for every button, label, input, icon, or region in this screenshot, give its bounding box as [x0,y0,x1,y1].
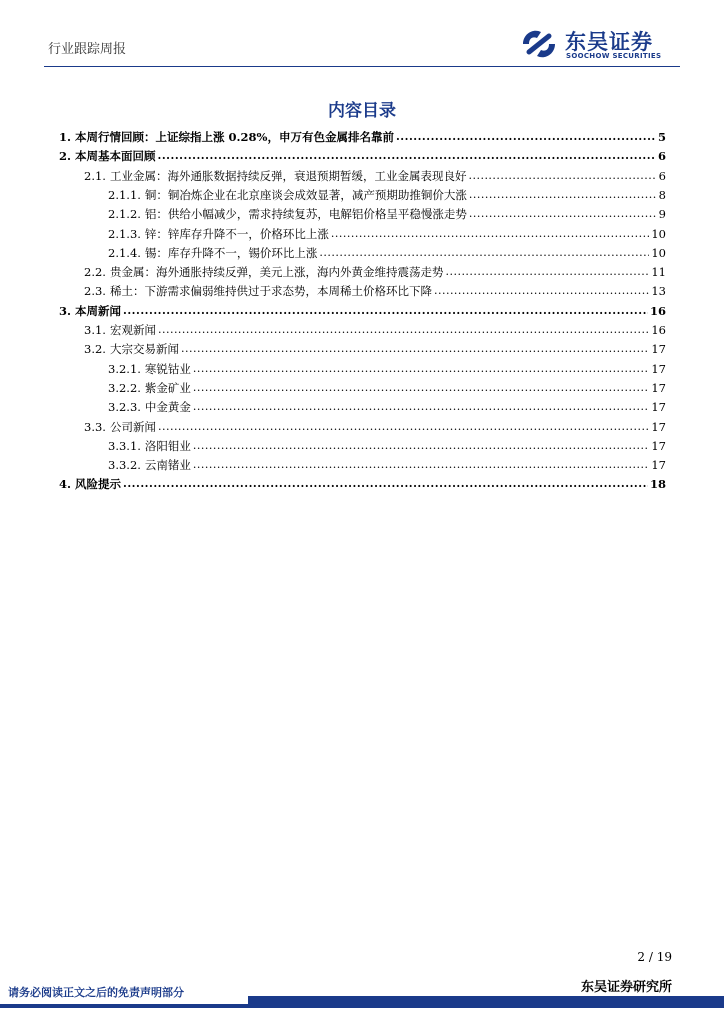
toc-leader-dots [158,419,649,435]
toc-entry-label: 贵金属：海外通胀持续反弹，美元上涨，海内外黄金维持震荡走势 [109,265,444,280]
toc-entry-page: 6 [657,149,666,164]
toc-leader-dots [396,129,656,145]
toc-entry-page: 13 [651,284,666,299]
toc-entry-page: 17 [651,400,666,415]
toc-entry[interactable] [108,436,666,454]
company-logo [519,26,679,62]
toc-entry-page: 17 [651,419,666,434]
toc-leader-dots [468,168,656,184]
toc-entry[interactable] [84,339,666,357]
toc-entry-number: 3.2. [84,342,106,357]
toc-entry[interactable] [84,166,666,184]
toc-entry-label: 本周新闻 [75,303,122,318]
toc-entry-number: 3.3. [84,419,106,434]
footer-tail [0,1008,724,1024]
toc-entry-number: 3.2.1. [108,361,141,376]
toc-entry-label: 紫金矿业 [144,380,191,395]
toc-leader-dots [123,476,648,492]
toc-entry[interactable] [108,359,666,377]
toc-leader-dots [469,206,657,222]
toc-entry[interactable] [108,378,666,396]
toc-entry-number: 3.2.2. [108,380,141,395]
toc-entry-page: 5 [657,130,666,144]
toc-entry-label: 工业金属：海外通胀数据持续反弹，衰退预期暂缓，工业金属表现良好 [109,168,467,183]
toc-entry[interactable] [59,146,666,164]
toc-entry[interactable] [59,127,666,145]
logo-english-name: SOOCHOW SECURITIES [566,52,662,60]
header-divider [44,66,680,67]
toc-entry-page: 11 [651,265,666,280]
toc-entry-number: 3.3.2. [108,458,141,473]
report-type-label: 行业跟踪周报 [48,42,127,57]
toc-entry-page: 17 [651,342,666,357]
toc-entry-page: 17 [651,361,666,376]
toc-leader-dots [158,148,656,164]
toc-entry-page: 9 [658,207,666,222]
toc-leader-dots [331,226,649,242]
toc-entry-page: 6 [658,168,666,183]
toc-entry-label: 锡：库存升降不一，锡价环比上涨 [144,245,318,260]
toc-leader-dots [434,283,649,299]
toc-entry-page: 16 [651,323,666,337]
toc-entry-number: 2.1.3. [108,226,141,241]
toc-title: 内容目录 [328,101,396,121]
toc-entry-label: 铜：铜冶炼企业在北京座谈会成效显著，减产预期助推铜价大涨 [144,187,467,202]
toc-entry-label: 云南锗业 [144,458,191,473]
toc-leader-dots [193,438,649,454]
footer-org-name: 东吴证券研究所 [580,980,672,995]
toc-entry[interactable] [108,204,666,222]
toc-entry-number: 3. [59,303,72,318]
footer-disclaimer: 请务必阅读正文之后的免责声明部分 [8,986,184,999]
toc-entry-label: 本周基本面回顾 [75,149,156,164]
toc-entry-page: 17 [651,438,666,453]
toc-entry-page: 10 [651,245,666,260]
toc-entry-label: 锌：锌库存升降不一，价格环比上涨 [144,226,329,241]
toc-leader-dots [193,361,649,377]
toc-entry-number: 3.1. [84,323,106,337]
toc-entry-label: 公司新闻 [109,419,156,434]
toc-entry-number: 3.2.3. [108,400,141,415]
toc-entry-label: 宏观新闻 [109,323,156,337]
page-indicator: 2 / 19 [637,950,672,964]
toc-entry[interactable] [108,224,666,242]
toc-leader-dots [193,380,649,396]
toc-entry-label: 本周行情回顾：上证综指上涨 0.28%，申万有色金属排名靠前 [75,130,394,144]
toc-entry-number: 3.3.1. [108,438,141,453]
toc-entry-label: 风险提示 [75,477,122,492]
toc-entry[interactable] [108,243,666,261]
toc-entry-label: 大宗交易新闻 [109,342,179,357]
toc-entry[interactable] [84,320,666,338]
toc-entry-number: 2.1.4. [108,245,141,260]
toc-entry[interactable] [108,185,666,203]
toc-entry-label: 洛阳钼业 [144,438,191,453]
toc-entry-number: 2.3. [84,284,106,299]
toc-entry[interactable] [84,417,666,435]
soochow-logo-icon [519,26,559,62]
toc-entry[interactable] [84,262,666,280]
toc-entry[interactable] [59,301,666,319]
toc-leader-dots [123,303,648,319]
toc-entry-label: 中金黄金 [144,400,191,415]
toc-leader-dots [469,187,657,203]
toc-entry[interactable] [108,455,666,473]
toc-entry-label: 寒锐钴业 [144,361,191,376]
toc-leader-dots [445,264,649,280]
toc-entry-page: 10 [651,226,666,241]
toc-entry-page: 18 [649,477,666,492]
toc-entry-page: 16 [649,303,666,318]
toc-leader-dots [158,322,649,338]
toc-entry-number: 2.2. [84,265,106,280]
toc-entry[interactable] [59,474,666,492]
toc-leader-dots [193,399,649,415]
toc-leader-dots [319,245,649,261]
toc-entry[interactable] [84,281,666,299]
logo-chinese-name: 东吴证券 [565,30,653,54]
toc-entry-page: 8 [658,187,666,202]
toc-entry-label: 铝：供给小幅减少，需求持续复苏，电解铝价格呈平稳慢涨走势 [144,207,467,222]
toc-leader-dots [181,341,649,357]
toc-entry-number: 4. [59,477,72,492]
toc-entry[interactable] [108,397,666,415]
toc-entry-number: 2.1.2. [108,207,141,222]
toc-entry-label: 稀土：下游需求偏弱维持供过于求态势，本周稀土价格环比下降 [109,284,432,299]
toc-entry-number: 2. [59,149,72,164]
toc-entry-number: 2.1.1. [108,187,141,202]
toc-entry-number: 1. [59,130,72,144]
toc-entry-page: 17 [651,458,666,473]
toc-entry-number: 2.1. [84,168,106,183]
toc-leader-dots [193,457,649,473]
toc-entry-page: 17 [651,380,666,395]
